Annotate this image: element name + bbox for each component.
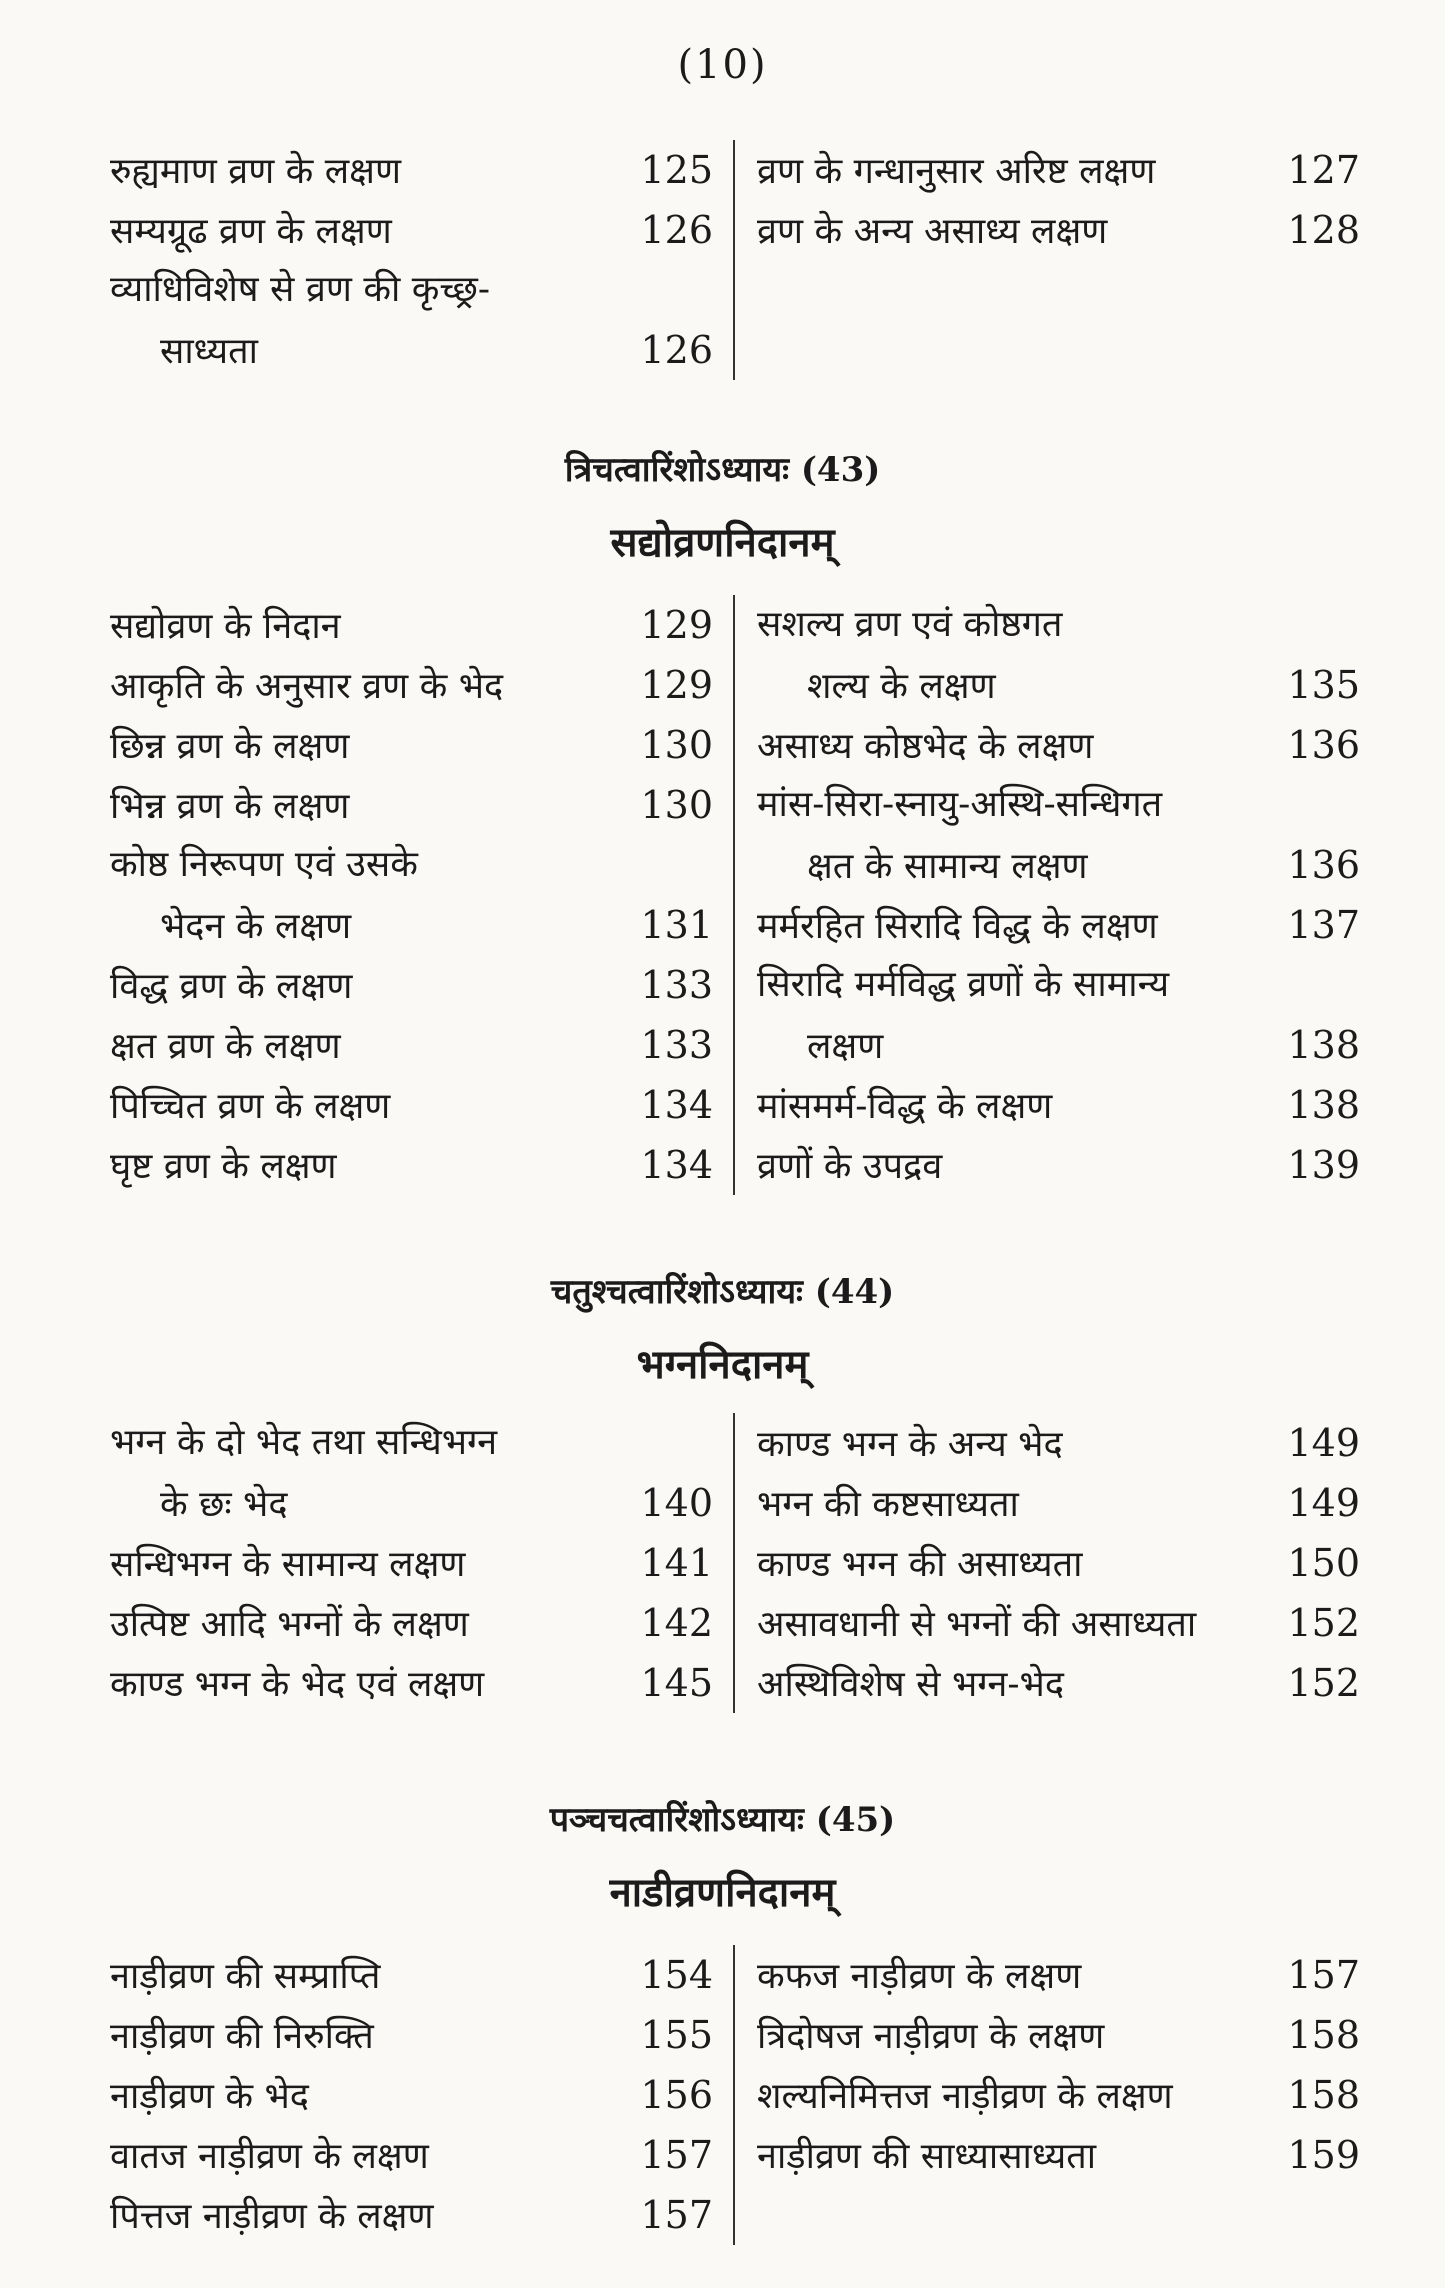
toc-entry [110,1945,713,2005]
entry-page: 158 [1287,2013,1360,2057]
toc-entry [110,1135,713,1195]
entry-text: नाड़ीव्रण की साध्यासाध्यता [757,2136,1097,2177]
entry-text: क्षत के सामान्य लक्षण [807,846,1088,887]
entry-page: 141 [640,1541,713,1585]
entry-page: 133 [640,963,713,1007]
toc-entry [757,775,1360,835]
toc-entry [757,1945,1360,2005]
toc-entry [110,1015,713,1075]
toc-entry [110,655,713,715]
entry-text: व्रण के अन्य असाध्य लक्षण [757,211,1108,252]
entry-text: काण्ड भग्न की असाध्यता [757,1544,1083,1585]
entry-text: विद्ध व्रण के लक्षण [110,966,353,1007]
entry-text: काण्ड भग्न के अन्य भेद [757,1424,1063,1465]
toc-entry [110,140,713,200]
entry-page: 128 [1287,208,1360,252]
toc-column-right [735,595,1360,1195]
entry-text: शल्यनिमित्तज नाड़ीव्रण के लक्षण [757,2076,1173,2117]
entry-text: सद्योव्रण के निदान [110,606,341,647]
entry-page: 139 [1287,1143,1360,1187]
entry-page: 126 [640,328,713,372]
toc-entry [757,655,1360,715]
entry-text: भिन्न व्रण के लक्षण [110,786,350,827]
toc-entry [757,1135,1360,1195]
toc-entry [757,895,1360,955]
entry-page: 135 [1287,663,1360,707]
toc-entry [757,1413,1360,1473]
entry-text: पिच्चित व्रण के लक्षण [110,1086,391,1127]
toc-table-2 [110,1413,1360,1713]
entry-text: व्याधिविशेष से व्रण की कृच्छ्र- [110,269,491,310]
toc-entry [110,200,713,260]
toc-entry [757,715,1360,775]
entry-text: नाड़ीव्रण की निरुक्ति [110,2016,374,2057]
toc-entry [110,595,713,655]
entry-text: व्रणों के उपद्रव [757,1146,943,1187]
entry-page: 133 [640,1023,713,1067]
toc-entry [110,1653,713,1713]
toc-entry [110,1593,713,1653]
chapter-heading: पञ्चचत्वारिंशोऽध्यायः (45) [549,1800,896,1840]
toc-entry [757,140,1360,200]
entry-page: 157 [1287,1953,1360,1997]
entry-text: घृष्ट व्रण के लक्षण [110,1146,337,1187]
entry-text: भग्न की कष्टसाध्यता [757,1484,1019,1525]
entry-page: 130 [640,723,713,767]
toc-table-0 [110,140,1360,380]
entry-text: सम्यग्रूढ व्रण के लक्षण [110,211,392,252]
toc-entry [110,895,713,955]
toc-entry [757,955,1360,1015]
entry-page: 136 [1287,843,1360,887]
entry-page: 140 [640,1481,713,1525]
entry-page: 157 [640,2133,713,2177]
entry-text: त्रिदोषज नाड़ीव्रण के लक्षण [757,2016,1105,2057]
entry-page: 129 [640,603,713,647]
entry-text: छिन्न व्रण के लक्षण [110,726,350,767]
entry-text: रुह्यमाण व्रण के लक्षण [110,151,402,192]
entry-text: कोष्ठ निरूपण एवं उसके [110,844,418,885]
entry-page: 149 [1287,1481,1360,1525]
toc-column-left [110,595,735,1195]
entry-page: 152 [1287,1661,1360,1705]
entry-page: 156 [640,2073,713,2117]
toc-entry [110,1533,713,1593]
toc-entry [110,1473,713,1533]
entry-text: पित्तज नाड़ीव्रण के लक्षण [110,2196,434,2237]
toc-entry [110,2125,713,2185]
entry-text: लक्षण [807,1026,884,1067]
toc-column-left [110,1413,735,1713]
chapter-title: नाडीव्रणनिदानम् [609,1869,836,1916]
toc-entry [757,200,1360,260]
entry-text: काण्ड भग्न के भेद एवं लक्षण [110,1664,485,1705]
entry-page: 138 [1287,1083,1360,1127]
entry-text: भेदन के लक्षण [160,906,352,947]
chapter-heading: चतुश्चत्वारिंशोऽध्यायः (44) [550,1272,895,1312]
entry-page: 150 [1287,1541,1360,1585]
toc-entry [757,1473,1360,1533]
toc-entry [110,2185,713,2245]
entry-text: मांसमर्म-विद्ध के लक्षण [757,1086,1053,1127]
page-number: (10) [677,42,768,88]
entry-page: 138 [1287,1023,1360,1067]
toc-entry [757,1015,1360,1075]
entry-page: 142 [640,1601,713,1645]
toc-entry [757,2125,1360,2185]
toc-column-left [110,1945,735,2245]
toc-entry [757,1593,1360,1653]
entry-page: 149 [1287,1421,1360,1465]
toc-entry [110,835,713,895]
entry-text: अस्थिविशेष से भग्न-भेद [757,1664,1064,1705]
toc-entry [110,955,713,1015]
entry-page: 126 [640,208,713,252]
toc-entry [110,1413,713,1473]
toc-table-1 [110,595,1360,1195]
entry-text: असावधानी से भग्नों की असाध्यता [757,1604,1197,1645]
entry-text: कफज नाड़ीव्रण के लक्षण [757,1956,1082,1997]
entry-text: के छः भेद [160,1484,288,1525]
entry-page: 125 [640,148,713,192]
entry-text: आकृति के अनुसार व्रण के भेद [110,666,504,707]
entry-text: साध्यता [160,331,258,372]
entry-text: असाध्य कोष्ठभेद के लक्षण [757,726,1094,767]
chapter-title: भग्ननिदानम् [636,1341,809,1388]
entry-page: 154 [640,1953,713,1997]
entry-page: 131 [640,903,713,947]
entry-page: 159 [1287,2133,1360,2177]
chapter-title: सद्योव्रणनिदानम् [610,519,835,566]
entry-page: 158 [1287,2073,1360,2117]
entry-text: मांस-सिरा-स्नायु-अस्थि-सन्धिगत [757,784,1163,825]
entry-text: शल्य के लक्षण [807,666,996,707]
toc-entry [110,2065,713,2125]
toc-entry [110,1075,713,1135]
entry-text: सन्धिभग्न के सामान्य लक्षण [110,1544,466,1585]
toc-entry [757,2065,1360,2125]
entry-page: 134 [640,1143,713,1187]
toc-column-right [735,1945,1360,2245]
toc-entry [757,1533,1360,1593]
entry-text: भग्न के दो भेद तथा सन्धिभग्न [110,1422,498,1463]
entry-page: 136 [1287,723,1360,767]
toc-column-right [735,140,1360,380]
toc-entry [757,835,1360,895]
entry-text: नाड़ीव्रण की सम्प्राप्ति [110,1956,381,1997]
entry-text: मर्मरहित सिरादि विद्ध के लक्षण [757,906,1158,947]
entry-text: उत्पिष्ट आदि भग्नों के लक्षण [110,1604,469,1645]
toc-entry [757,1075,1360,1135]
entry-text: नाड़ीव्रण के भेद [110,2076,309,2117]
entry-page: 145 [640,1661,713,1705]
entry-text: सिरादि मर्मविद्ध व्रणों के सामान्य [757,964,1170,1005]
toc-entry [110,715,713,775]
entry-page: 155 [640,2013,713,2057]
toc-table-3 [110,1945,1360,2245]
toc-entry [757,595,1360,655]
entry-text: व्रण के गन्धानुसार अरिष्ट लक्षण [757,151,1156,192]
toc-entry [757,2005,1360,2065]
entry-page: 157 [640,2193,713,2237]
toc-column-left [110,140,735,380]
entry-page: 137 [1287,903,1360,947]
entry-page: 134 [640,1083,713,1127]
chapter-heading: त्रिचत्वारिंशोऽध्यायः (43) [564,450,881,490]
entry-text: सशल्य व्रण एवं कोष्ठगत [757,604,1063,645]
entry-page: 152 [1287,1601,1360,1645]
entry-page: 129 [640,663,713,707]
entry-page: 127 [1287,148,1360,192]
toc-entry [110,775,713,835]
toc-entry [757,1653,1360,1713]
toc-entry [110,2005,713,2065]
entry-text: क्षत व्रण के लक्षण [110,1026,341,1067]
toc-entry [110,320,713,380]
toc-entry [110,260,713,320]
toc-column-right [735,1413,1360,1713]
entry-page: 130 [640,783,713,827]
entry-text: वातज नाड़ीव्रण के लक्षण [110,2136,429,2177]
